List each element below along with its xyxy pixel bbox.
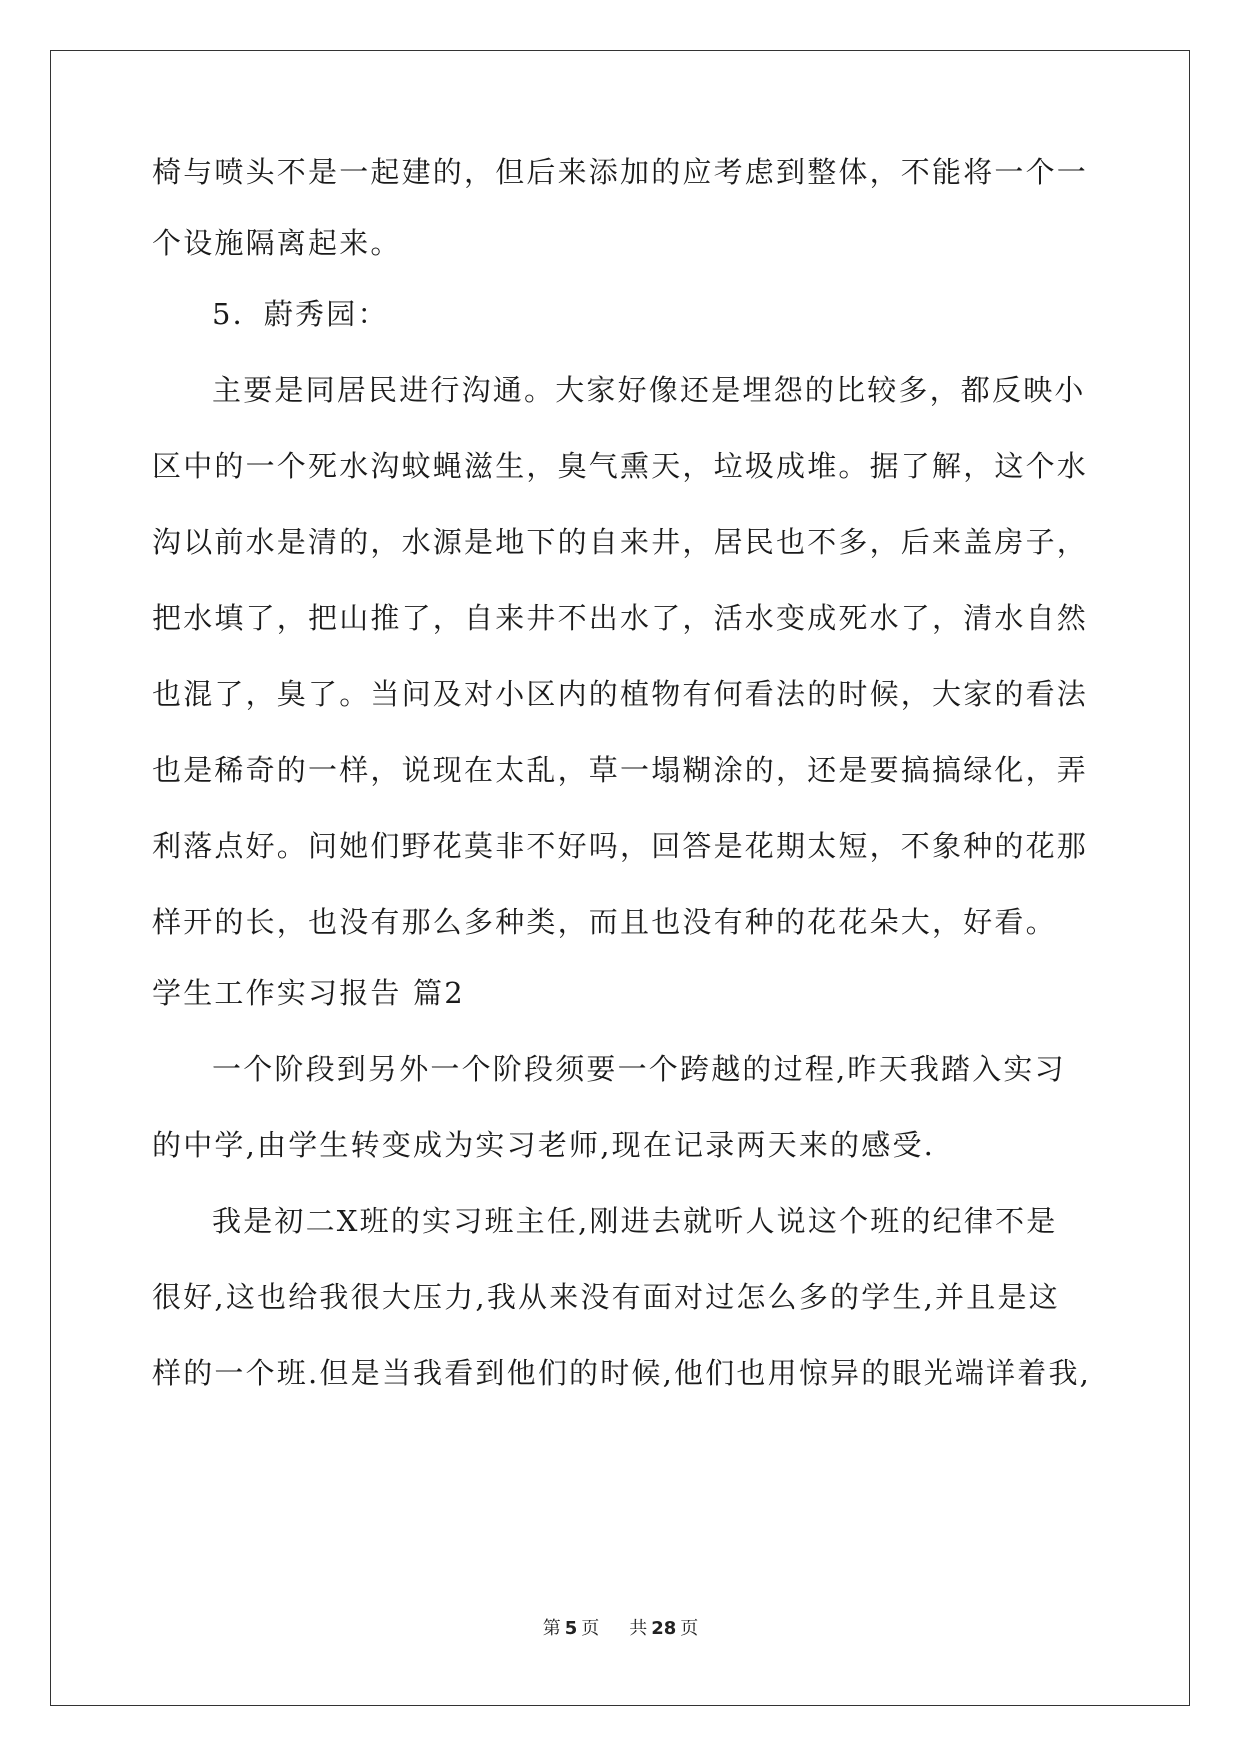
text-line: 沟以前水是清的，水源是地下的自来井，居民也不多，后来盖房子， xyxy=(152,525,1089,559)
text-line: 利落点好。问她们野花莫非不好吗，回答是花期太短，不象种的花那 xyxy=(152,829,1089,863)
page-current: 5 xyxy=(564,1618,578,1639)
total-suffix: 页 xyxy=(680,1618,699,1639)
text-line: 样开的长，也没有那么多种类，而且也没有种的花花朵大，好看。 xyxy=(152,905,1057,939)
page-suffix: 页 xyxy=(581,1618,600,1639)
text-line: 主要是同居民进行沟通。大家好像还是埋怨的比较多，都反映小 xyxy=(212,373,1086,407)
text-line: 区中的一个死水沟蚊蝇滋生，臭气熏天，垃圾成堆。据了解，这个水 xyxy=(152,449,1089,483)
page-prefix: 第 xyxy=(542,1618,561,1639)
text-line: 也是稀奇的一样，说现在太乱，草一塌糊涂的，还是要搞搞绿化，弄 xyxy=(152,753,1089,787)
page-footer xyxy=(0,1614,1241,1640)
text-line: 样的一个班.但是当我看到他们的时候,他们也用惊异的眼光端详着我, xyxy=(152,1356,1092,1390)
text-line: 的中学,由学生转变成为实习老师,现在记录两天来的感受. xyxy=(152,1128,936,1162)
text-line: 我是初二X班的实习班主任,刚进去就听人说这个班的纪律不是 xyxy=(212,1204,1058,1238)
text-line: 把水填了，把山推了，自来井不出水了，活水变成死水了，清水自然 xyxy=(152,601,1089,635)
text-line: 很好,这也给我很大压力,我从来没有面对过怎么多的学生,并且是这 xyxy=(152,1280,1060,1314)
text-line: 个设施隔离起来。 xyxy=(152,226,402,260)
total-prefix: 共 xyxy=(629,1618,648,1639)
page-total: 28 xyxy=(651,1618,677,1639)
section-title: 学生工作实习报告 篇2 xyxy=(152,976,465,1010)
section-heading: 5．蔚秀园： xyxy=(212,297,389,331)
text-line: 也混了，臭了。当问及对小区内的植物有何看法的时候，大家的看法 xyxy=(152,677,1089,711)
text-line: 一个阶段到另外一个阶段须要一个跨越的过程,昨天我踏入实习 xyxy=(212,1052,1066,1086)
text-line: 椅与喷头不是一起建的，但后来添加的应考虑到整体，不能将一个一 xyxy=(152,155,1089,189)
